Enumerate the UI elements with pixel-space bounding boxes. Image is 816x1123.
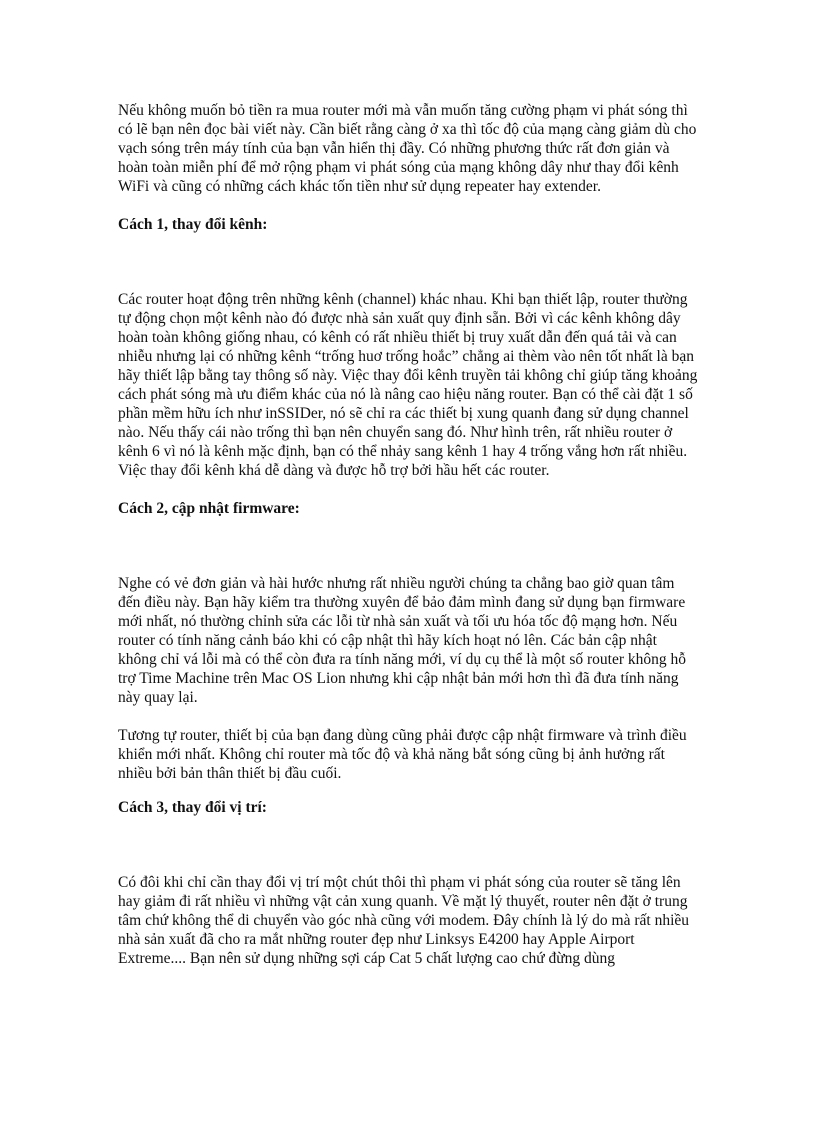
section-2-spacer bbox=[118, 518, 698, 574]
section-2-paragraph-1: Nghe có vẻ đơn giản và hài hước nhưng rất nhiều người chúng ta chẳng bao giờ quan tâm đến điều này. Bạn hãy kiểm tra thường xuyên để bảo đảm mình đang sử dụng bạn firmware mới nhất, nó thường chỉnh sửa các lỗi từ nhà sản xuất và tối ưu hóa tốc độ mạng hơn. Nếu router có tính năng cảnh báo khi có cập nhật thì hãy kích hoạt nó lên. Các bản cập nhật không chỉ vá lỗi mà có thể còn đưa ra tính năng mới, ví dụ cụ thể là một số router không hỗ trợ Time Machine trên Mac OS Lion nhưng khi cập nhật bản mới hơn thì đã đưa tính năng này quay lại. bbox=[118, 575, 687, 706]
document-page bbox=[118, 101, 698, 987]
section-3-spacer bbox=[118, 817, 698, 873]
section-3-heading: Cách 3, thay đổi vị trí: bbox=[118, 799, 267, 816]
intro-paragraph: Nếu không muốn bỏ tiền ra mua router mới mà vẫn muốn tăng cường phạm vi phát sóng thì có lẽ bạn nên đọc bài viết này. Cần biết rằng càng ở xa thì tốc độ của mạng càng giảm dù cho vạch sóng trên máy tính của bạn vẫn hiển thị đầy. Có những phương thức rất đơn giản và hoàn toàn miễn phí để mở rộng phạm vi phát sóng của mạng không dây như thay đổi kênh WiFi và cũng có những cách khác tốn tiền như sử dụng repeater hay extender. bbox=[118, 102, 697, 195]
section-1-paragraph-1: Các router hoạt động trên những kênh (channel) khác nhau. Khi bạn thiết lập, router thường tự động chọn một kênh nào đó được nhà sản xuất quy định sẵn. Bởi vì các kênh không dây hoàn toàn không giống nhau, có kênh có rất nhiều thiết bị truy xuất dẫn đến quá tải và can nhiễu nhưng lại có những kênh “trống huơ trống hoắc” chẳng ai thèm vào nên tốt nhất là bạn hãy thiết lập bằng tay thông số này. Việc thay đổi kênh truyền tải không chỉ giúp tăng khoảng cách phát sóng mà ưu điểm khác của nó là nâng cao hiệu năng router. Bạn có thể cài đặt 1 số phần mềm hữu ích như inSSIDer, nó sẽ chỉ ra các thiết bị xung quanh đang sử dụng channel nào. Nếu thấy cái nào trống thì bạn nên chuyển sang đó. Như hình trên, rất nhiều router ở kênh 6 vì nó là kênh mặc định, bạn có thể nhảy sang kênh 1 hay 4 trống vắng hơn rất nhiều. Việc thay đổi kênh khá dễ dàng và được hỗ trợ bởi hầu hết các router. bbox=[118, 291, 698, 479]
section-3-paragraph-1: Có đôi khi chỉ cần thay đổi vị trí một chút thôi thì phạm vi phát sóng của router sẽ tăng lên hay giảm đi rất nhiều vì những vật cản xung quanh. Về mặt lý thuyết, router nên đặt ở trung tâm chứ không thể di chuyển vào góc nhà cũng với modem. Đây chính là lý do mà rất nhiều nhà sản xuất đã cho ra mắt những router đẹp như Linksys E4200 hay Apple Airport Extreme.... Bạn nên sử dụng những sợi cáp Cat 5 chất lượng cao chứ đừng dùng bbox=[118, 874, 690, 967]
section-2-heading: Cách 2, cập nhật firmware: bbox=[118, 500, 300, 517]
section-1-spacer bbox=[118, 234, 698, 290]
section-1-heading: Cách 1, thay đổi kênh: bbox=[118, 216, 268, 233]
section-2-paragraph-2: Tương tự router, thiết bị của bạn đang dùng cũng phải được cập nhật firmware và trình điều khiển mới nhất. Không chỉ router mà tốc độ và khả năng bắt sóng cũng bị ảnh hưởng rất nhiều bởi bản thân thiết bị đầu cuối. bbox=[118, 727, 687, 782]
